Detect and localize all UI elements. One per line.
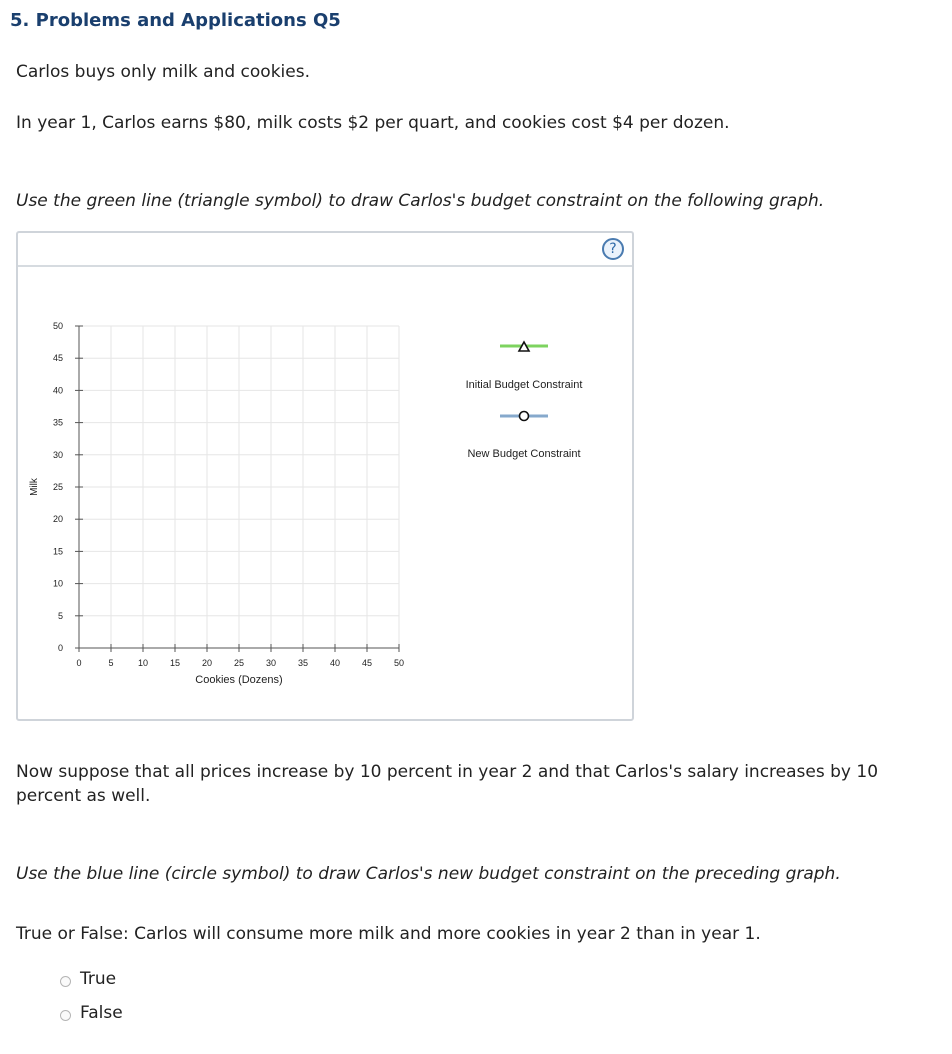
x-tick-label: 5 <box>108 658 114 668</box>
x-tick-label: 25 <box>233 658 245 668</box>
y-tick-label: 0 <box>57 643 63 653</box>
question-heading: 5. Problems and Applications Q5 <box>10 10 341 31</box>
instruction-blue-text: Use the blue line (circle symbol) to draw Carlos's new budget constraint on the preceding graph. <box>16 864 841 884</box>
y-tick-label: 30 <box>52 449 63 460</box>
scenario-text: Now suppose that all prices increase by 10 percent in year 2 and that Carlos's salary increases by 10 percent as well. <box>16 762 879 806</box>
x-tick-label: 30 <box>265 658 277 668</box>
option-true[interactable] <box>60 969 116 989</box>
y-tick-label: 20 <box>52 514 63 525</box>
option-true-label: True <box>80 969 117 989</box>
radio-false[interactable] <box>60 1010 71 1021</box>
legend-circle-icon <box>520 412 529 421</box>
x-tick-label: 10 <box>137 658 149 668</box>
radio-true[interactable] <box>60 976 71 987</box>
x-tick-label: 40 <box>329 658 341 668</box>
x-axis-label: Cookies (Dozens) <box>195 674 283 686</box>
y-tick-label: 5 <box>57 610 63 621</box>
graph-panel <box>16 231 634 721</box>
y-axis-label: Milk <box>29 478 40 496</box>
x-tick-label: 35 <box>297 658 309 668</box>
x-tick-label: 45 <box>361 658 373 668</box>
intro-text: Carlos buys only milk and cookies. <box>16 62 310 82</box>
y-tick-label: 15 <box>52 546 63 557</box>
x-tick-label: 0 <box>76 658 82 668</box>
y-tick-label: 10 <box>52 578 63 589</box>
y-tick-label: 45 <box>52 353 63 364</box>
graph-toolbar <box>18 233 632 267</box>
budget-graph[interactable] <box>18 265 632 719</box>
true-false-prompt: True or False: Carlos will consume more milk and more cookies in year 2 than in year 1. <box>16 924 761 944</box>
option-false[interactable] <box>60 1003 123 1023</box>
legend-initial-label: Initial Budget Constraint <box>465 379 583 391</box>
option-false-label: False <box>80 1003 123 1023</box>
x-tick-label: 20 <box>201 658 213 668</box>
x-tick-label: 50 <box>393 658 405 668</box>
y-tick-label: 40 <box>52 385 63 396</box>
legend-new-label: New Budget Constraint <box>467 448 581 460</box>
y-tick-label: 35 <box>52 417 63 428</box>
y-tick-label: 50 <box>52 321 63 331</box>
x-tick-label: 15 <box>169 658 181 668</box>
instruction-green-text: Use the green line (triangle symbol) to draw Carlos's budget constraint on the following graph. <box>16 191 825 211</box>
help-icon[interactable]: ? <box>602 238 624 260</box>
y-tick-label: 25 <box>52 482 63 492</box>
year1-text: In year 1, Carlos earns $80, milk costs $2 per quart, and cookies cost $4 per dozen. <box>16 113 730 133</box>
